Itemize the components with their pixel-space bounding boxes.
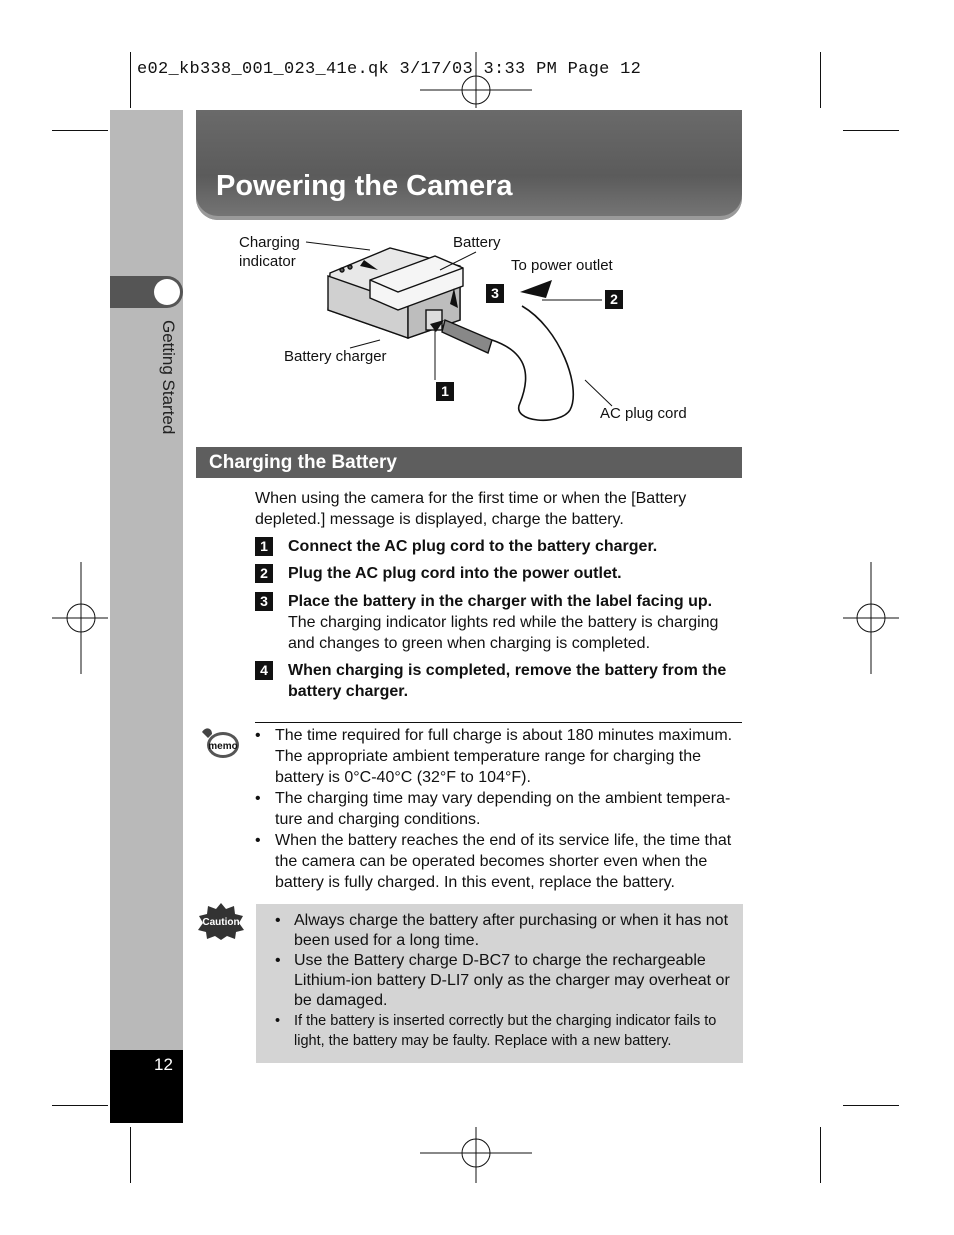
caution-icon — [197, 902, 245, 940]
print-slug: e02_kb338_001_023_41e.qk 3/17/03 3:33 PM Page 12 — [137, 60, 642, 79]
section-heading: Charging the Battery — [209, 452, 397, 473]
page-number: 12 — [154, 1055, 173, 1074]
section-label: Getting Started — [159, 320, 178, 435]
section-marker-icon — [154, 279, 180, 305]
callout-3: 3 — [486, 284, 504, 303]
diagram-label-ac-plug-cord: AC plug cord — [600, 405, 687, 422]
intro-paragraph: When using the camera for the first time or when the [Battery depleted.] message is displayed, charge the battery. — [255, 490, 687, 528]
memo-item: • The charging time may vary depending on the ambient tempera-ture and charging conditions. — [255, 788, 742, 830]
caution-item: • Always charge the battery after purchasing or when it has not been used for a long time. — [275, 911, 730, 951]
caution-item: • Use the Battery charge D-BC7 to charge the rechargeable Lithium-ion battery D-LI7 only as the charger may overheat or be damaged. — [275, 951, 730, 1011]
charger-diagram — [230, 228, 700, 433]
step-4 — [255, 660, 735, 702]
caution-item: • If the battery is inserted correctly but the charging indicator fails to light, the battery may be faulty. Replace with a new battery. — [275, 1011, 730, 1051]
step-number: 1 — [255, 537, 273, 556]
step-number: 3 — [255, 592, 273, 611]
memo-divider — [255, 722, 742, 723]
memo-list — [255, 725, 742, 893]
diagram-label-charging-indicator: Charging — [239, 234, 300, 251]
step-2 — [255, 563, 735, 584]
memo-item: • The time required for full charge is about 180 minutes maximum. The appropriate ambient temperature range for charging the battery is 0°C-40°C (32°F to 104°F). — [255, 725, 742, 788]
step-instruction: Place the battery in the charger with the label facing up. — [288, 593, 713, 610]
step-1 — [255, 536, 735, 557]
caution-icon-label: Caution — [202, 917, 240, 928]
page-header-banner — [196, 110, 742, 220]
step-detail: The charging indicator lights red while the battery is charging and changes to green when charging is completed. — [288, 614, 719, 652]
step-instruction: Connect the AC plug cord to the battery charger. — [288, 538, 658, 555]
caution-list — [275, 911, 730, 1051]
diagram-label-to-power-outlet: To power outlet — [511, 257, 613, 274]
diagram-label-battery-charger: Battery charger — [284, 348, 387, 365]
diagram-label-battery: Battery — [453, 234, 501, 251]
page-title: Powering the Camera — [216, 170, 513, 202]
step-number: 4 — [255, 661, 273, 680]
memo-icon — [198, 726, 242, 762]
step-instruction: Plug the AC plug cord into the power outlet. — [288, 565, 622, 582]
memo-item: • When the battery reaches the end of its service life, the time that the camera can be operated becomes shorter even when the battery is fully charged. In this event, replace the battery. — [255, 830, 742, 893]
callout-1: 1 — [436, 382, 454, 401]
step-instruction: When charging is completed, remove the battery from the battery charger. — [288, 662, 727, 700]
step-3 — [255, 591, 735, 654]
diagram-label-charging-indicator-2: indicator — [239, 253, 296, 270]
step-number: 2 — [255, 564, 273, 583]
memo-icon-label: memo — [208, 741, 238, 752]
charger-illustration — [230, 228, 700, 433]
callout-2: 2 — [605, 290, 623, 309]
sidebar — [110, 110, 183, 1123]
